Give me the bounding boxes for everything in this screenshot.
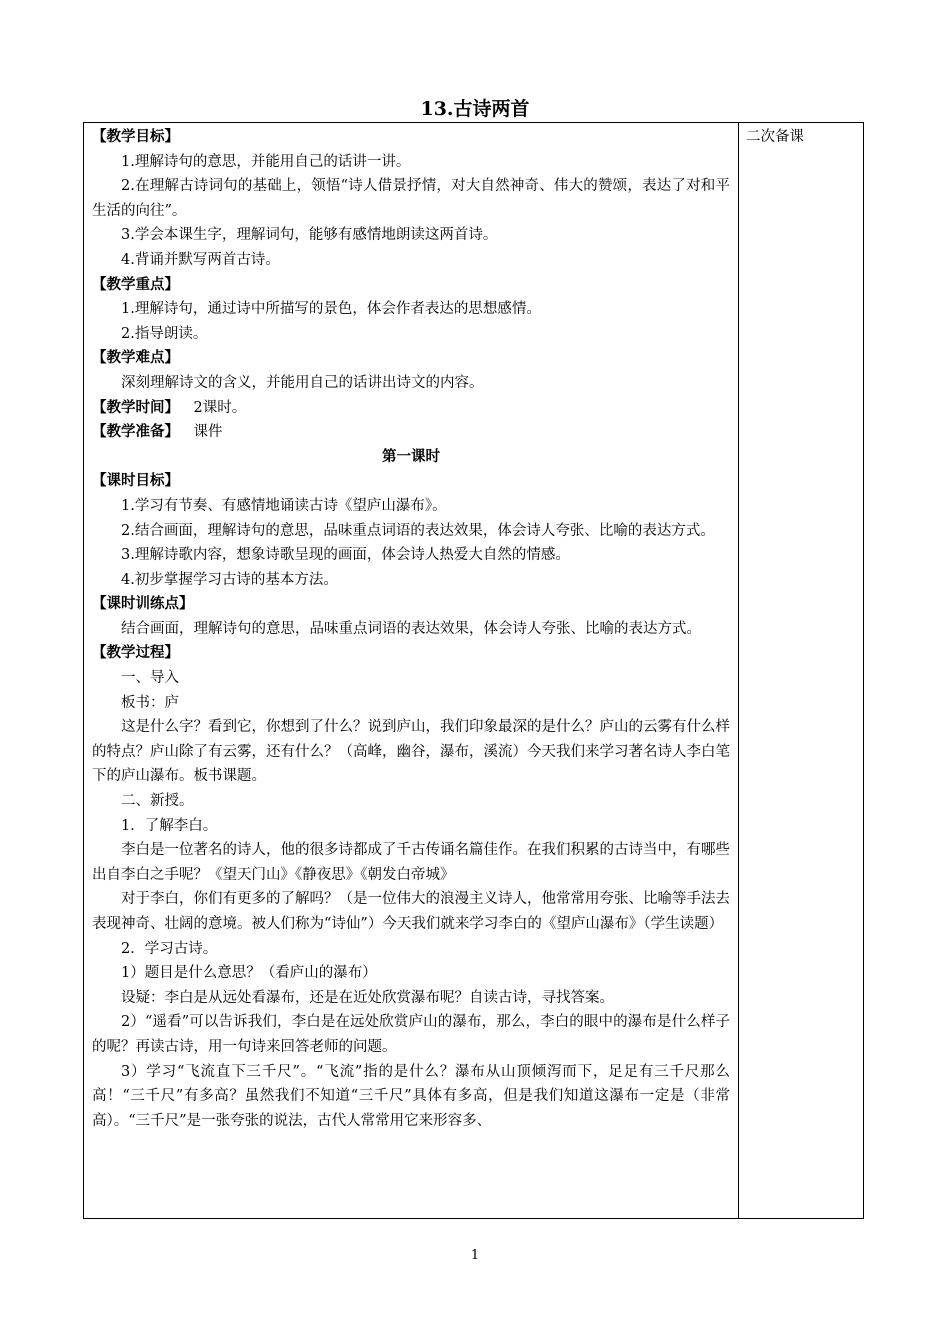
labeled-paragraph — [92, 420, 730, 445]
paragraph: 对于李白，你们有更多的了解吗？（是一位伟大的浪漫主义诗人，他常常用夸张、比喻等手法去表现神奇、壮阔的意境。被人们称为“诗仙”）今天我们就来学习李白的《望庐山瀑布》（学生读题） — [92, 891, 730, 932]
lesson-period-heading: 第一课时 — [382, 447, 440, 465]
paragraph: 设疑：李白是从远处看瀑布，还是在近处欣赏瀑布呢？自读古诗，寻找答案。 — [121, 989, 614, 1006]
paragraph: 板书：庐 — [121, 694, 179, 711]
lesson-plan-table — [83, 122, 864, 1219]
paragraph: 4.初步掌握学习古诗的基本方法。 — [121, 571, 338, 588]
paragraph: 3.学会本课生字，理解词句，能够有感情地朗读这两首诗。 — [121, 227, 498, 244]
labeled-paragraph — [92, 396, 730, 421]
main-content-cell — [92, 125, 730, 1133]
section-heading: 【教学过程】 — [92, 644, 179, 662]
paragraph: 李白是一位著名的诗人，他的很多诗都成了千古传诵名篇佳作。在我们积累的古诗当中，有哪些出自李白之手呢？《望天门山》《静夜思》《朝发白帝城》 — [92, 842, 730, 883]
page-title: 13.古诗两首 — [420, 98, 530, 120]
paragraph: 1.理解诗句，通过诗中所描写的景色，体会作者表达的思想感情。 — [121, 301, 541, 318]
paragraph: 1.学习有节奏、有感情地诵读古诗《望庐山瀑布》。 — [121, 497, 447, 514]
paragraph: 1）题目是什么意思？（看庐山的瀑布） — [121, 965, 377, 982]
section-heading: 【课时训练点】 — [92, 595, 194, 613]
section-value: 2课时。 — [193, 399, 247, 416]
section-heading: 【教学重点】 — [92, 275, 179, 293]
paragraph: 二、新授。 — [121, 793, 194, 810]
paragraph: 2）“遥看”可以告诉我们，李白是在远处欣赏庐山的瀑布，那么，李白的眼中的瀑布是什么样子的呢？再读古诗，用一句诗来回答老师的问题。 — [92, 1014, 730, 1055]
column-divider — [738, 123, 739, 1218]
section-heading: 【课时目标】 — [92, 472, 179, 490]
paragraph: 2.指导朗读。 — [121, 325, 208, 342]
paragraph: 4.背诵并默写两首古诗。 — [121, 251, 280, 268]
paragraph: 这是什么字？看到它，你想到了什么？说到庐山，我们印象最深的是什么？庐山的云雾有什么样的特点？庐山除了有云雾，还有什么？（高峰，幽谷，瀑布，溪流）今天我们来学习著名诗人李白笔下的庐山瀑布。板书课题。 — [92, 719, 730, 785]
section-heading: 【教学目标】 — [92, 128, 179, 145]
section-heading: 【教学难点】 — [92, 349, 179, 367]
paragraph: 2．学习古诗。 — [121, 940, 218, 957]
paragraph: 1.理解诗句的意思，并能用自己的话讲一讲。 — [121, 153, 411, 170]
section-label: 【教学时间】 — [92, 398, 179, 416]
paragraph: 1．了解李白。 — [121, 817, 218, 834]
paragraph: 2.结合画面，理解诗句的意思，品味重点词语的表达效果，体会诗人夸张、比喻的表达方式。 — [121, 522, 715, 539]
paragraph: 3.理解诗歌内容，想象诗歌呈现的画面，体会诗人热爱大自然的情感。 — [121, 547, 570, 564]
paragraph: 2.在理解古诗词句的基础上，领悟“诗人借景抒情，对大自然神奇、伟大的赞颂，表达了对和平生活的向往”。 — [92, 178, 730, 219]
page-number: 1 — [470, 1248, 480, 1263]
side-notes-cell — [746, 125, 856, 150]
side-label: 二次备课 — [746, 129, 804, 145]
paragraph: 结合画面，理解诗句的意思，品味重点词语的表达效果，体会诗人夸张、比喻的表达方式。 — [121, 620, 701, 637]
paragraph: 深刻理解诗文的含义，并能用自己的话讲出诗文的内容。 — [121, 374, 484, 391]
paragraph: 3）学习“飞流直下三千尺”。“飞流”指的是什么？瀑布从山顶倾泻而下，足足有三千尺那么高！“三千尺”有多高？虽然我们不知道“三千尺”具体有多高，但是我们知道这瀑布一定是（非常高）。“三千尺”是一张夸张的说法，古代人常常用它来形容多、 — [92, 1063, 730, 1129]
section-value: 课件 — [193, 424, 223, 441]
section-label: 【教学准备】 — [92, 423, 179, 441]
paragraph: 一、导入 — [121, 670, 179, 687]
